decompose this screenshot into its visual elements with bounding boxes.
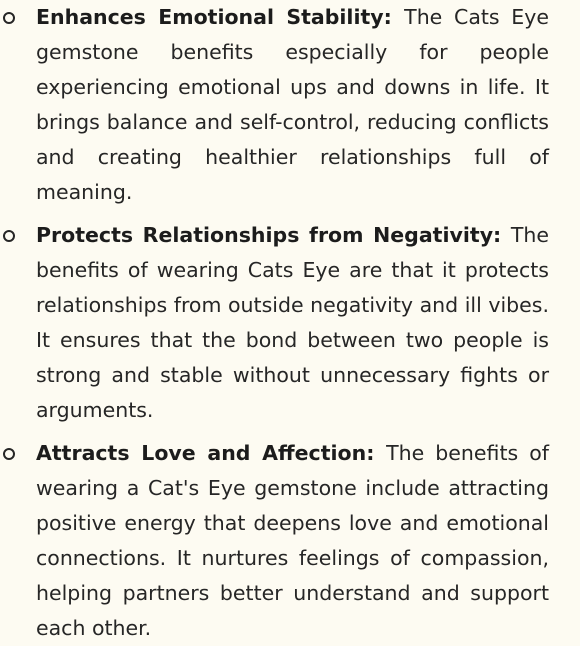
hollow-circle-bullet-icon xyxy=(3,448,15,460)
hollow-circle-bullet-icon xyxy=(3,230,15,242)
benefit-description: The benefits of wearing Cats Eye are that it protects relationships from outside negativity and ill vibes. It ensures that the bond between two people is strong and stable without unnecessary fights or arguments. xyxy=(36,223,549,422)
benefit-title: Attracts Love and Affection: xyxy=(36,441,387,465)
benefit-description: The Cats Eye gemstone benefits especially for people experiencing emotional ups and downs in life. It brings balance and self-control, reducing conflicts and creating healthier relationships full of meaning. xyxy=(36,5,549,204)
benefit-title: Protects Relationships from Negativity: xyxy=(36,223,511,247)
benefit-description: The benefits of wearing a Cat's Eye gemstone include attracting positive energy that deepens love and emotional connections. It nurtures feelings of compassion, helping partners better understand and support each other. xyxy=(36,441,549,640)
hollow-circle-bullet-icon xyxy=(3,12,15,24)
list-item xyxy=(0,436,549,646)
list-item xyxy=(0,218,549,428)
list-item xyxy=(0,0,549,210)
benefit-title: Enhances Emotional Stability: xyxy=(36,5,405,29)
